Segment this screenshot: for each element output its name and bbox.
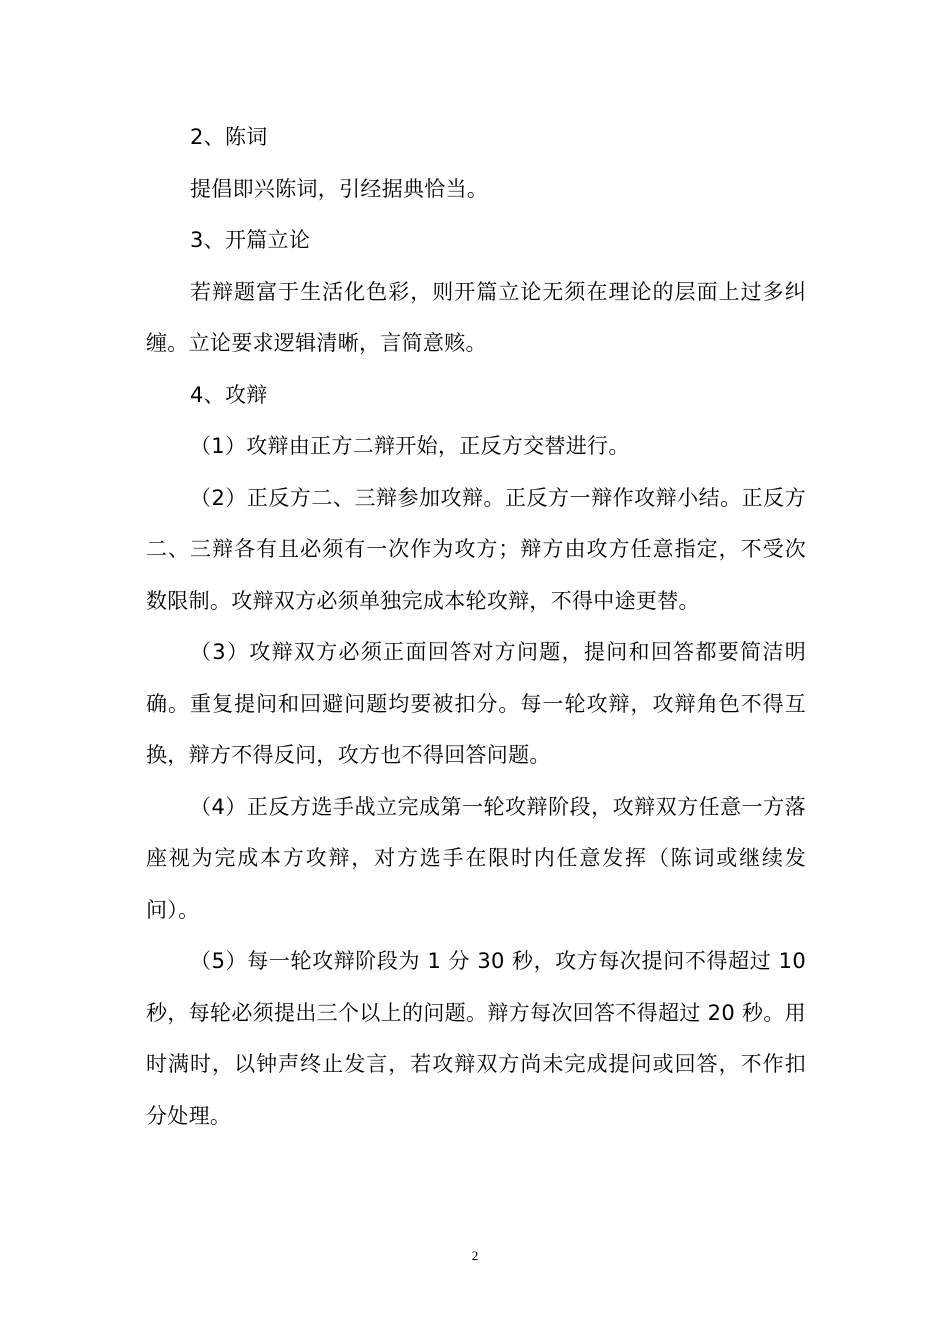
heading-statement: 2、陈词 — [190, 125, 268, 149]
rule-item-1: （1）攻辩由正方二辩开始，正反方交替进行。 — [190, 434, 630, 458]
page-number: 2 — [471, 1248, 479, 1263]
rule-item-2: （2）正反方二、三辩参加攻辩。正反方一辩作攻辩小结。正反方二、三辩各有且必须有一次作为攻方；辩方由攻方任意指定，不受次数限制。攻辩双方必须单独完成本轮攻辩，不得中途更替。 — [146, 485, 806, 613]
page-content — [146, 112, 806, 1142]
rule-item-5: （5）每一轮攻辩阶段为 1 分 30 秒，攻方每次提问不得超过 10 秒，每轮必须提出三个以上的问题。辩方每次回答不得超过 20 秒。用时满时，以钟声终止发言，若攻辩双方尚未完成提问或回答，不作扣分处理。 — [146, 949, 806, 1128]
rule-item-3: （3）攻辩双方必须正面回答对方问题，提问和回答都要简洁明确。重复提问和回避问题均要被扣分。每一轮攻辩，攻辩角色不得互换，辩方不得反问，攻方也不得回答问题。 — [146, 640, 806, 767]
paragraph-statement: 提倡即兴陈词，引经据典恰当。 — [190, 176, 489, 201]
rule-item-4: （4）正反方选手战立完成第一轮攻辩阶段，攻辩双方任意一方落座视为完成本方攻辩，对方选手在限时内任意发挥（陈词或继续发问）。 — [146, 794, 806, 922]
heading-cross-examination: 4、攻辩 — [190, 382, 268, 407]
paragraph-opening-argument: 若辩题富于生活化色彩，则开篇立论无须在理论的层面上过多纠缠。立论要求逻辑清晰，言简意赅。 — [146, 279, 806, 355]
heading-opening-argument: 3、开篇立论 — [190, 228, 311, 252]
